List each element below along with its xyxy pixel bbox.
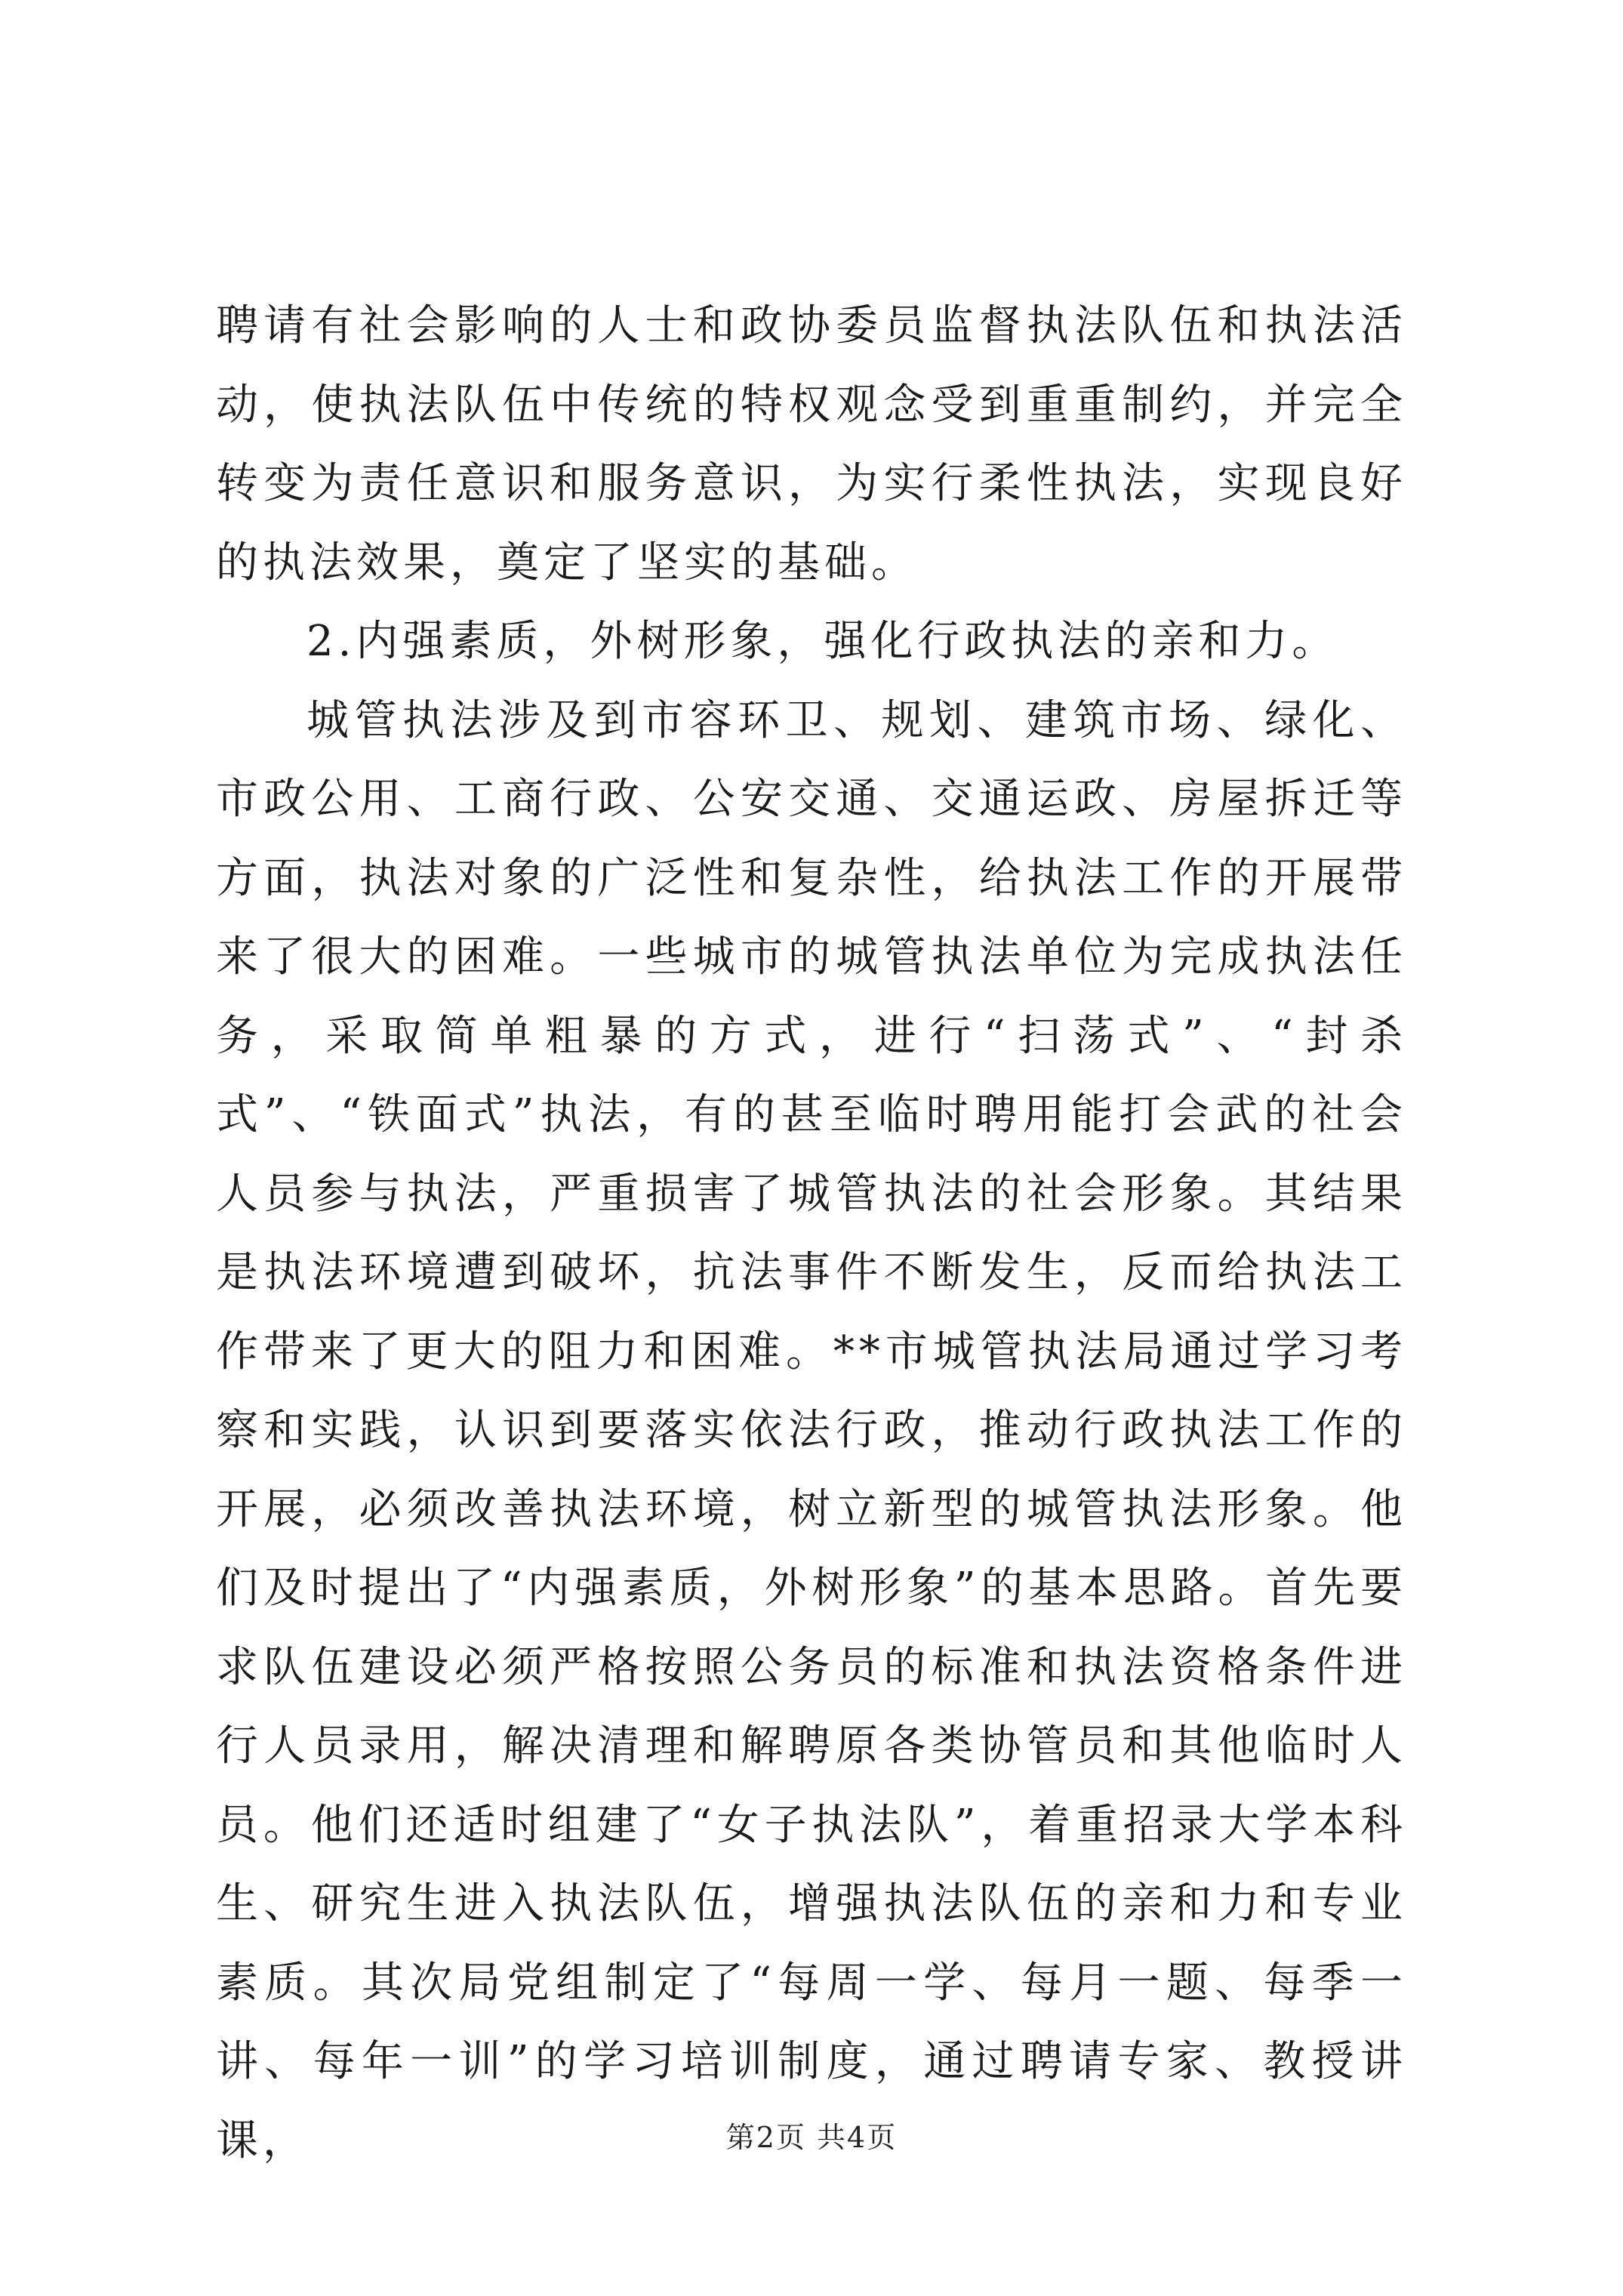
document-body [216, 287, 1407, 2180]
paragraph-2-heading: 2.内强素质，外树形象，强化行政执法的亲和力。 [306, 617, 1339, 666]
page-footer: 第2页 共4页 [725, 2121, 898, 2154]
paragraph-1: 聘请有社会影响的人士和政协委员监督执法队伍和执法活动，使执法队伍中传统的特权观念受到重重制约，并完全转变为责任意识和服务意识，为实行柔性执法，实现良好的执法效果，奠定了坚实的基础。 [216, 301, 1407, 587]
paragraph-3: 城管执法涉及到市容环卫、规划、建筑市场、绿化、市政公用、工商行政、公安交通、交通运政、房屋拆迁等方面，执法对象的广泛性和复杂性，给执法工作的开展带来了很大的困难。一些城市的城管执法单位为完成执法任务，采取简单粗暴的方式，进行“扫荡式”、“封杀式”、“铁面式”执法，有的甚至临时聘用能打会武的社会人员参与执法，严重损害了城管执法的社会形象。其结果是执法环境遭到破坏，抗法事件不断发生，反而给执法工作带来了更大的阻力和困难。**市城管执法局通过学习考察和实践，认识到要落实依法行政，推动行政执法工作的开展，必须改善执法环境，树立新型的城管执法形象。他们及时提出了“内强素质，外树形象”的基本思路。首先要求队伍建设必须严格按照公务员的标准和执法资格条件进行人员录用，解决清理和解聘原各类协管员和其他临时人员。他们还适时组建了“女子执法队”，着重招录大学本科生、研究生进入执法队伍，增强执法队伍的亲和力和专业素质。其次局党组制定了“每周一学、每月一题、每季一讲、每年一训”的学习培训制度，通过聘请专家、教授讲课， [216, 695, 1407, 2165]
